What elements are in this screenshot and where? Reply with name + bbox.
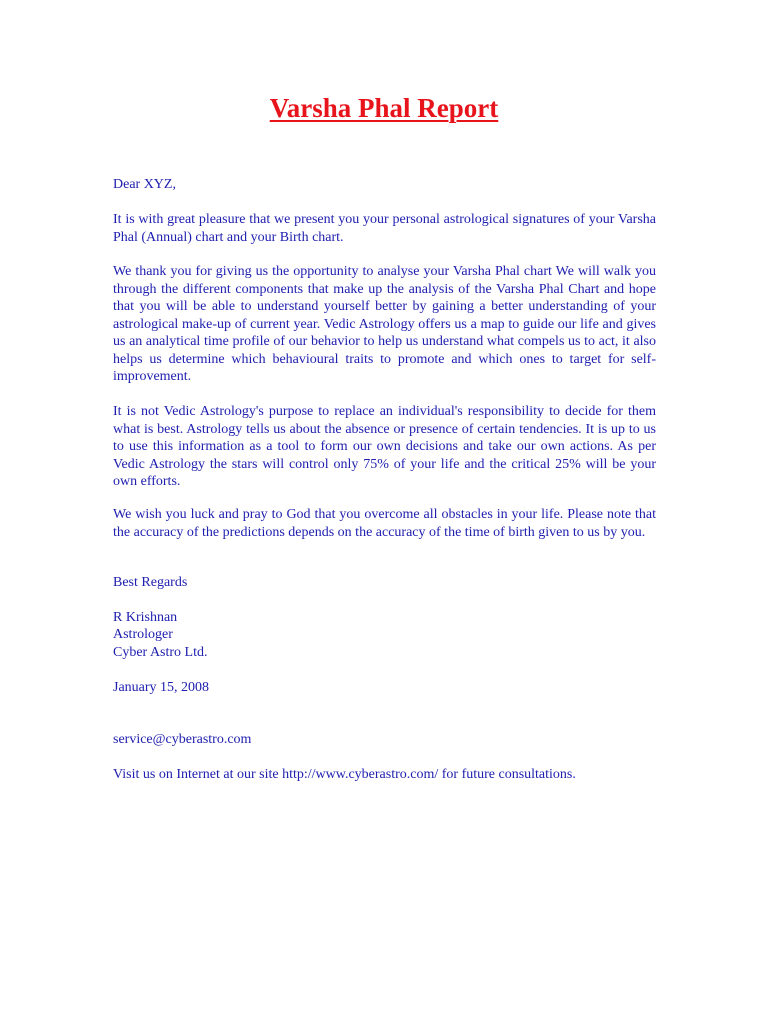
- report-title: [0, 90, 768, 126]
- signature-role: Astrologer: [113, 627, 173, 642]
- website-note: Visit us on Internet at our site http://www.cyberastro.com/ for future consultations.: [113, 767, 576, 782]
- contact-email: service@cyberastro.com: [113, 732, 252, 747]
- report-title-text: Varsha Phal Report: [269, 93, 499, 123]
- signature-company: Cyber Astro Ltd.: [113, 645, 208, 660]
- signature-name: R Krishnan: [113, 610, 178, 625]
- paragraph-purpose: It is not Vedic Astrology's purpose to replace an individual's responsibility to decide for them what is best. Astrology tells us about the absence or presence of certain tendencies. It is up to us to use this information as a tool to form our own decisions and take our own actions. As per Vedic Astrology the stars will control only 75% of your life and the critical 25% will be your own efforts.: [113, 404, 656, 489]
- letter-date: January 15, 2008: [113, 680, 210, 695]
- greeting: Dear XYZ,: [113, 177, 176, 192]
- paragraph-wishes: We wish you luck and pray to God that you overcome all obstacles in your life. Please note that the accuracy of the predictions depends on the accuracy of the time of birth given to us by you.: [113, 507, 656, 540]
- paragraph-intro: It is with great pleasure that we present you your personal astrological signatures of your Varsha Phal (Annual) chart and your Birth chart.: [113, 212, 656, 245]
- paragraph-thanks: We thank you for giving us the opportunity to analyse your Varsha Phal chart We will walk you through the different components that make up the analysis of the Varsha Phal Chart and hope that you will be able to understand yourself better by gaining a better understanding of your astrological make-up of current year. Vedic Astrology offers us a map to guide our life and gives us an analytical time profile of our behavior to help us understand what compels us to act, it also helps us determine which behavioural traits to promote and which ones to target for self-improvement.: [113, 264, 656, 384]
- closing: Best Regards: [113, 575, 188, 590]
